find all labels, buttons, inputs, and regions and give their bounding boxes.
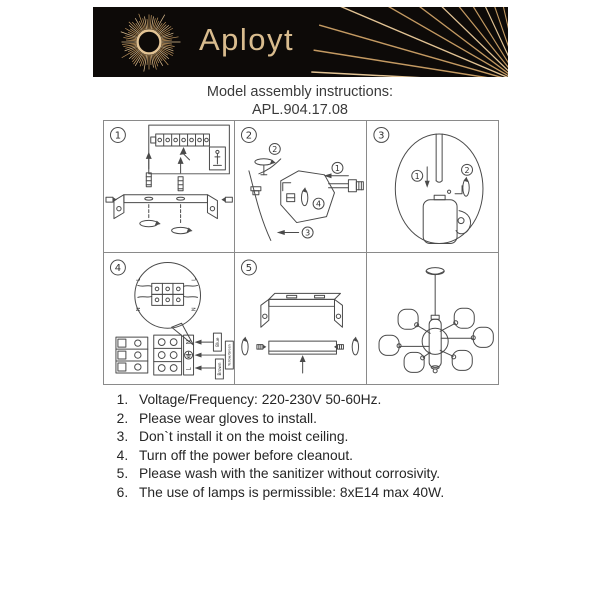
arm-and-socket [329,180,364,192]
instruction-grid [103,120,499,385]
note-item: 4. Turn off the power before cleanout. [132,447,536,466]
panel-1-mount-bracket [104,121,235,253]
panel-number-badge [242,128,257,143]
arrow-left-icon [195,352,202,357]
panel-4-wiring [104,253,235,385]
arrow-left-icon [277,230,285,235]
glass-shade [452,350,472,370]
corner-mark [455,186,462,194]
terminal-label-l: L [185,366,193,371]
glass-shade [473,327,493,347]
wire-color-brown: Brown [216,361,222,376]
terminal-inset [149,125,230,174]
wire-label-l: L [191,277,198,281]
wire-label-n: N [191,306,198,311]
brand-name: Aployt [199,22,295,57]
panel-number: 3 [377,130,385,142]
left-screw [242,336,267,354]
note-item: 3. Don`t install it on the moist ceiling. [132,428,536,447]
wire-label-l: L [135,277,142,281]
canopy-outline [249,159,291,241]
arrow-left-icon [195,365,202,370]
note-item: 2. Please wear gloves to install. [132,410,536,429]
up-arrow [300,355,306,373]
note-item: 5. Please wash with the sanitizer without corrosivity. [132,465,536,484]
step-2-unscrew [255,143,280,174]
glass-shade [404,352,424,372]
pointer-icon [180,147,187,155]
terminal-label-n: N [185,339,193,344]
note-item: 1. Voltage/Frequency: 220-230V 50-60Hz. [132,391,536,410]
panel-number-badge [374,127,389,142]
step-3-feed-wire [277,227,313,238]
panel-number-badge [242,260,257,275]
wire-color-legend [195,333,234,379]
chandelier [379,267,493,372]
panel-number: 5 [246,262,253,274]
earth-symbol-icon [185,351,193,359]
mounting-bracket [114,195,217,219]
wiring-bubble [135,262,201,345]
step-number: 1 [414,171,420,181]
fixture-body [423,195,457,243]
terminal-block-a [116,337,148,373]
wire-color-yellow-green: Yellow/Green [227,343,232,366]
set-screw [447,190,450,193]
arrow-up-icon [178,157,184,164]
glass-shade [379,335,399,355]
model-number: APL.904.17.08 [252,102,348,118]
panel-6-finished-fixture [367,253,498,385]
panel-5-cover-plate [235,253,366,385]
step-4-tighten [287,187,324,209]
panel-number-badge [110,260,125,275]
arrow-left-icon [195,339,202,344]
note-item: 6. The use of lamps is permissible: 8xE14 max 40W. [132,484,536,503]
page-title: Model assembly instructions: [206,84,394,100]
anchor-screws [140,152,193,234]
step-2-screw [461,164,472,196]
glass-shade [454,308,474,328]
wire-label-n: N [135,306,142,311]
step-number: 2 [464,165,470,175]
panel-number-badge [110,128,125,143]
panel-number: 1 [114,130,122,142]
arrow-up-icon [300,355,306,362]
brand-banner [93,7,508,77]
panel-3-rod-insertion [367,121,498,253]
step-number: 1 [335,163,341,173]
step-number: 4 [316,199,322,209]
cover-plate [269,341,337,354]
decorative-rays-icon [93,7,508,77]
step-1-insert [324,162,349,178]
arrow-left-icon [324,173,332,178]
panel-number: 4 [114,262,122,274]
panel-2-arm-assembly [235,121,366,253]
right-screw [334,336,359,354]
hanging-rod [436,134,442,182]
wire-color-blue: Blue [214,337,220,347]
mounting-bracket [261,293,343,327]
step-number: 2 [272,144,278,154]
title-block [0,83,600,119]
arrow-down-icon [424,181,429,188]
partial-shade [456,211,470,234]
step-number: 3 [305,228,311,238]
arrow-up-icon [146,152,152,159]
terminal-block-b [154,335,194,375]
step-1-lower [411,167,429,188]
panel-number: 2 [246,130,253,142]
notes-list [104,391,536,503]
